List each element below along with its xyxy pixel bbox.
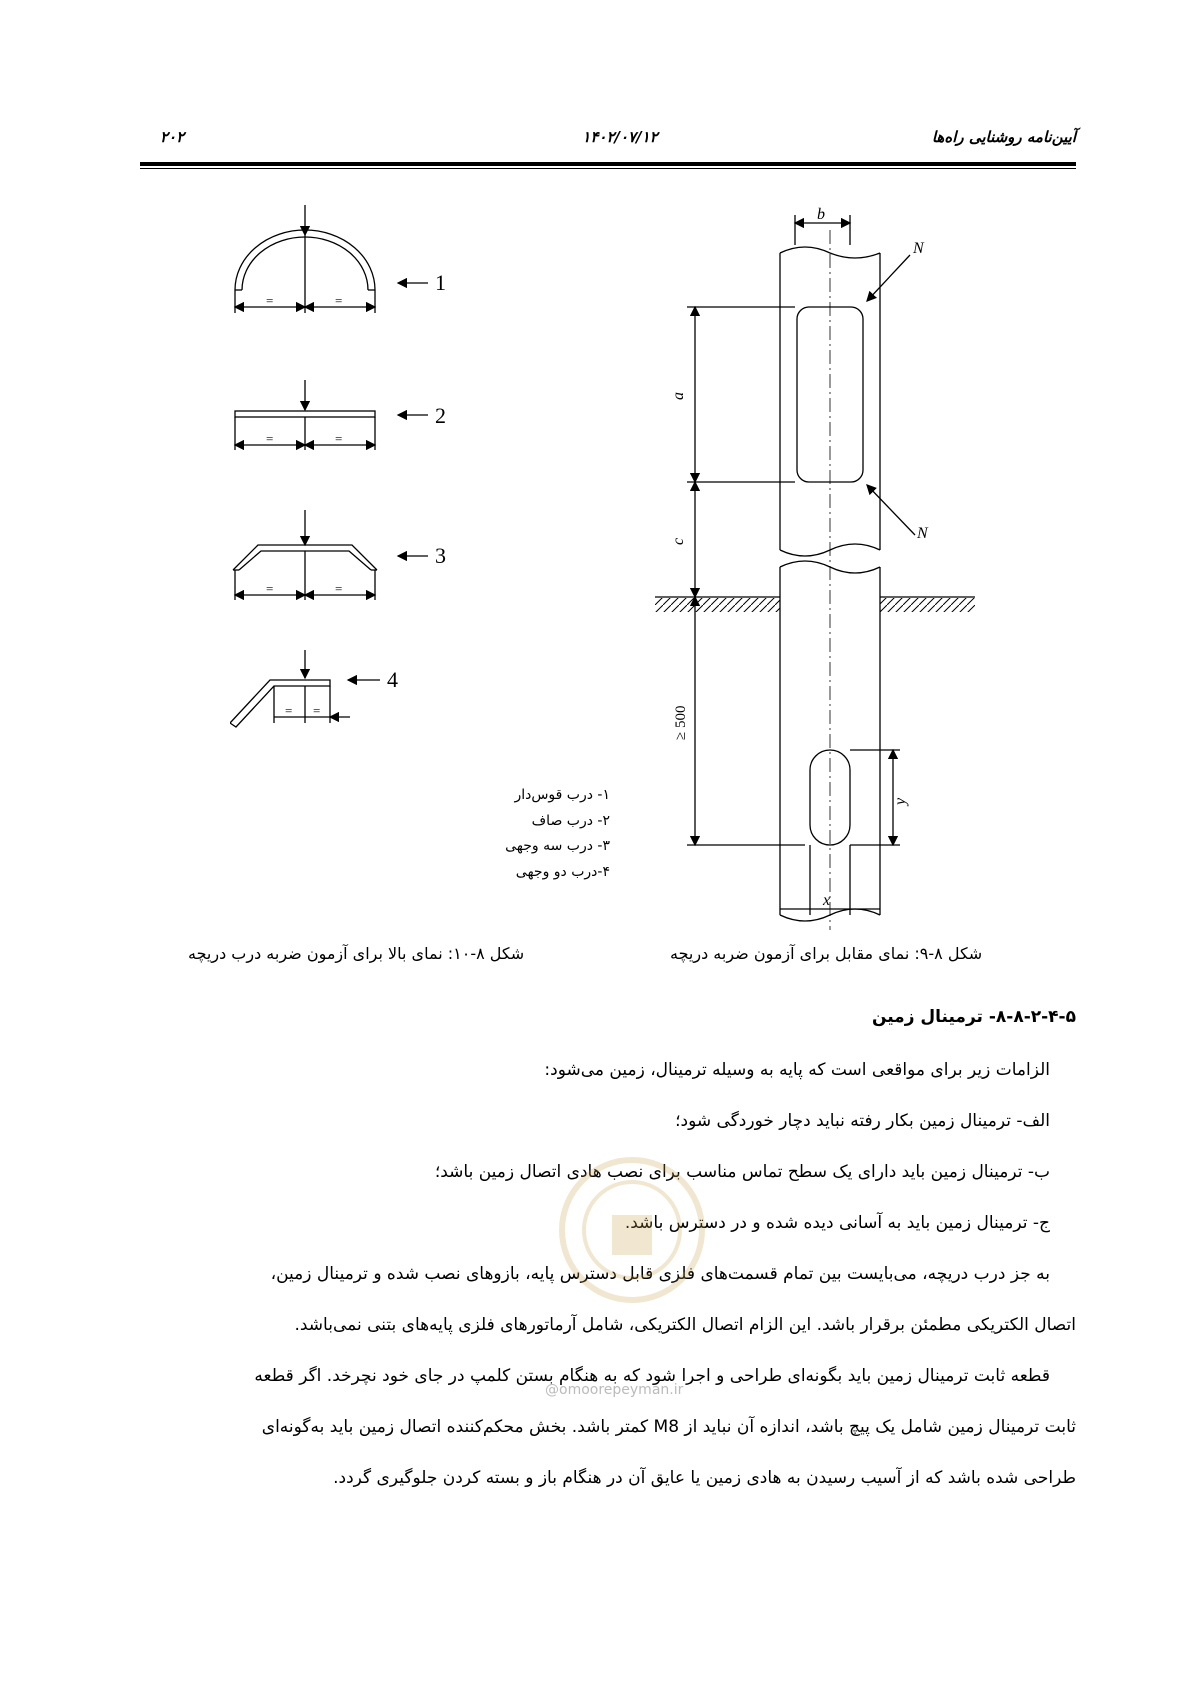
header-rule-thin bbox=[140, 168, 1076, 169]
equal-mark: = bbox=[266, 431, 274, 446]
figure-caption-right: شکل ۸-۹: نمای مقابل برای آزمون ضربه دریچه bbox=[670, 944, 983, 963]
paragraph: اتصال الکتریکی مطمئن برقرار باشد. این الزام اتصال الکتریکی، شامل آرماتورهای فلزی پایه‌های بتنی نمی‌باشد. bbox=[294, 1315, 1076, 1335]
paragraph: طراحی شده باشد که از آسیب رسیدن به هادی زمین یا عایق آن در هنگام باز و بسته کردن جلوگیری گردد. bbox=[333, 1468, 1076, 1488]
label-y: y bbox=[892, 797, 909, 805]
label-x: x bbox=[823, 892, 831, 909]
document-title: آیین‌نامه روشنایی راه‌ها bbox=[931, 128, 1076, 146]
paragraph: الزامات زیر برای مواقعی است که پایه به وسیله ترمینال، زمین می‌شود: bbox=[544, 1060, 1050, 1080]
equal-mark: = bbox=[285, 703, 293, 718]
label-n-top: N bbox=[913, 240, 924, 257]
label-2: 2 bbox=[435, 403, 446, 428]
section-heading: ۸-۸-۲-۴-۵- ترمینال زمین bbox=[871, 1007, 1076, 1027]
equal-mark: = bbox=[266, 581, 274, 596]
label-3: 3 bbox=[435, 543, 446, 568]
header-rule-thick bbox=[140, 162, 1076, 166]
list-item: الف- ترمینال زمین بکار رفته نباید دچار خوردگی شود؛ bbox=[675, 1111, 1050, 1131]
label-a: a bbox=[670, 392, 687, 400]
pole-front-view-diagram bbox=[655, 205, 995, 930]
equal-mark: = bbox=[335, 293, 343, 308]
label-min-500: ≥ 500 bbox=[673, 705, 689, 740]
header-date: ۱۴۰۲/۰۷/۱۲ bbox=[582, 128, 658, 146]
paragraph: قطعه ثابت ترمینال زمین باید بگونه‌ای طراحی و اجرا شود که به هنگام بستن کلمپ در جای خود نچرخد. اگر قطعه bbox=[254, 1366, 1050, 1386]
lid-legend bbox=[450, 783, 610, 885]
lid-shapes-diagram bbox=[230, 205, 560, 785]
legend-item: ۲- درب صاف bbox=[531, 812, 610, 829]
page-header bbox=[140, 128, 1076, 158]
list-item: ب- ترمینال زمین باید دارای یک سطح تماس مناسب برای نصب هادی اتصال زمین باشد؛ bbox=[434, 1162, 1050, 1182]
figure-caption-left: شکل ۸-۱۰: نمای بالا برای آزمون ضربه درب دریچه bbox=[188, 944, 525, 963]
equal-mark: = bbox=[335, 581, 343, 596]
watermark-logo bbox=[552, 1145, 712, 1315]
label-4: 4 bbox=[387, 667, 398, 692]
label-b: b bbox=[817, 206, 825, 223]
ground-hatch-left bbox=[655, 598, 780, 612]
legend-item: ۴-درب دو وجهی bbox=[515, 863, 610, 880]
flat-lid bbox=[235, 411, 375, 417]
legend-item: ۳- درب سه وجهی bbox=[505, 838, 610, 854]
list-item: ج- ترمینال زمین باید به آسانی دیده شده و در دسترس باشد. bbox=[624, 1213, 1050, 1233]
label-c: c bbox=[670, 537, 687, 545]
paragraph: به جز درب دریچه، می‌بایست بین تمام قسمت‌های فلزی قابل دسترس پایه، بازوهای نصب شده و ترمینال زمین، bbox=[270, 1264, 1050, 1284]
ground-hatch-right bbox=[880, 598, 975, 612]
page-number: ۲۰۲ bbox=[160, 128, 185, 146]
label-n-bottom: N bbox=[917, 525, 928, 542]
equal-mark: = bbox=[313, 703, 321, 718]
equal-mark: = bbox=[266, 293, 274, 308]
equal-mark: = bbox=[335, 431, 343, 446]
legend-item: ۱- درب قوس‌دار bbox=[514, 787, 610, 803]
label-1: 1 bbox=[435, 270, 446, 295]
paragraph: ثابت ترمینال زمین شامل یک پیچ باشد، اندازه آن نباید از M8 کمتر باشد. بخش محکم‌کننده اتصال زمین باید به‌گونه‌ای bbox=[261, 1417, 1076, 1437]
watermark-text: @omoorepeyman.ir bbox=[545, 1382, 684, 1398]
